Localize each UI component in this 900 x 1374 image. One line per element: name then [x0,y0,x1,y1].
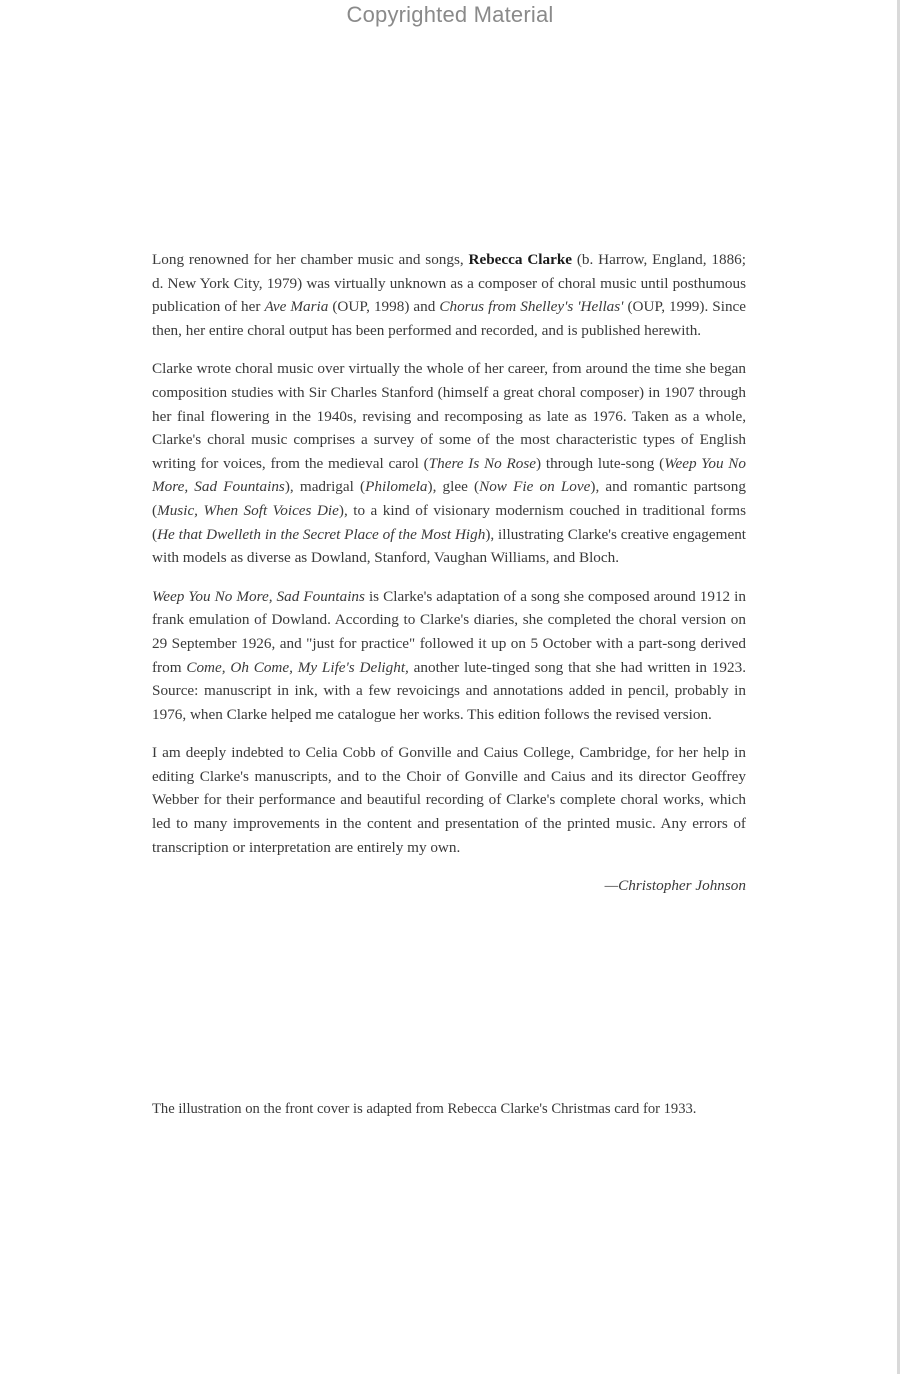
text-run: (OUP, 1999). Since then, her entire choral output has been performed and recorded, and is published herewith. [152,298,747,339]
text-run: (OUP, 1998) and [328,298,440,316]
composer-name: Rebecca Clarke [468,251,573,268]
text-run: Long renowned for her chamber music and songs, [152,251,469,268]
text-run: ) through lute-song ( [536,454,665,472]
author-signature: —Christopher Johnson [604,877,746,895]
text-run: (b. Harrow, England, 1886; d. New York City, 1979) was virtually unknown as a composer of choral music until posthumous publication of her [152,251,746,316]
text-run: ), and romantic partsong ( [152,478,746,519]
work-title: Come, Oh Come, My Life's Delight, [186,658,409,676]
work-title: Chorus from Shelley's 'Hellas' [439,298,624,316]
work-title: Weep You No More, Sad Fountains [152,454,747,496]
paragraph-source [152,585,746,727]
work-title: Music, When Soft Voices Die [157,501,339,519]
text-run: ), to a kind of visionary modernism couched in traditional forms ( [152,501,746,543]
work-title: He that Dwelleth in the Secret Place of the Most High [157,525,486,543]
work-title: Now Fie on Love [479,478,591,496]
paragraph-career [152,357,746,569]
text-run: another lute-tinged song that she had written in 1923. Source: manuscript in ink, with a few revoicings and annotations added in pencil, probably in 1976, when Clarke helped me catalogue her works. This edition follows the revised version. [152,658,746,723]
text-run: ), illustrating Clarke's creative engagement with models as diverse as Dowland, Stanford, Vaughan Williams, and Bloch. [152,525,747,567]
text-run: Clarke wrote choral music over virtually the whole of her career, from around the time she began composition studies with Sir Charles Stanford (himself a great choral composer) in 1907 through her final flowering in the 1940s, revising and recomposing as late as 1976. Taken as a whole, Clarke's choral music comprises a survey of some of the most characteristic types of English writing for voices, from the medieval carol ( [152,360,746,472]
work-title: Weep You No More, Sad Fountains [152,587,365,605]
copyright-watermark: Copyrighted Material [346,2,554,27]
text-run: is Clarke's adaptation of a song she composed around 1912 in frank emulation of Dowland. According to Clarke's diaries, she completed the choral version on 29 September 1926, and "just for practice" followed it up on 5 October with a part-song derived from [152,587,746,676]
work-title: Ave Maria [264,298,329,316]
work-title: There Is No Rose [428,454,537,472]
paragraph-acknowledgements: I am deeply indebted to Celia Cobb of Gonville and Caius College, Cambridge, for her help in editing Clarke's manuscripts, and to the Choir of Gonville and Caius and its director Geoffrey Webber for their performance and beautiful recording of Clarke's complete choral works, which led to many improvements in the content and presentation of the printed music. Any errors of transcription or interpretation are entirely my own. [152,744,746,856]
cover-illustration-note: The illustration on the front cover is adapted from Rebecca Clarke's Christmas card for 1933. [152,1101,697,1117]
paragraph-intro [152,248,746,342]
preface-text [152,248,746,898]
text-run: ), glee ( [427,478,480,496]
work-title: Philomela [365,478,428,496]
text-run: ), madrigal ( [284,478,366,496]
